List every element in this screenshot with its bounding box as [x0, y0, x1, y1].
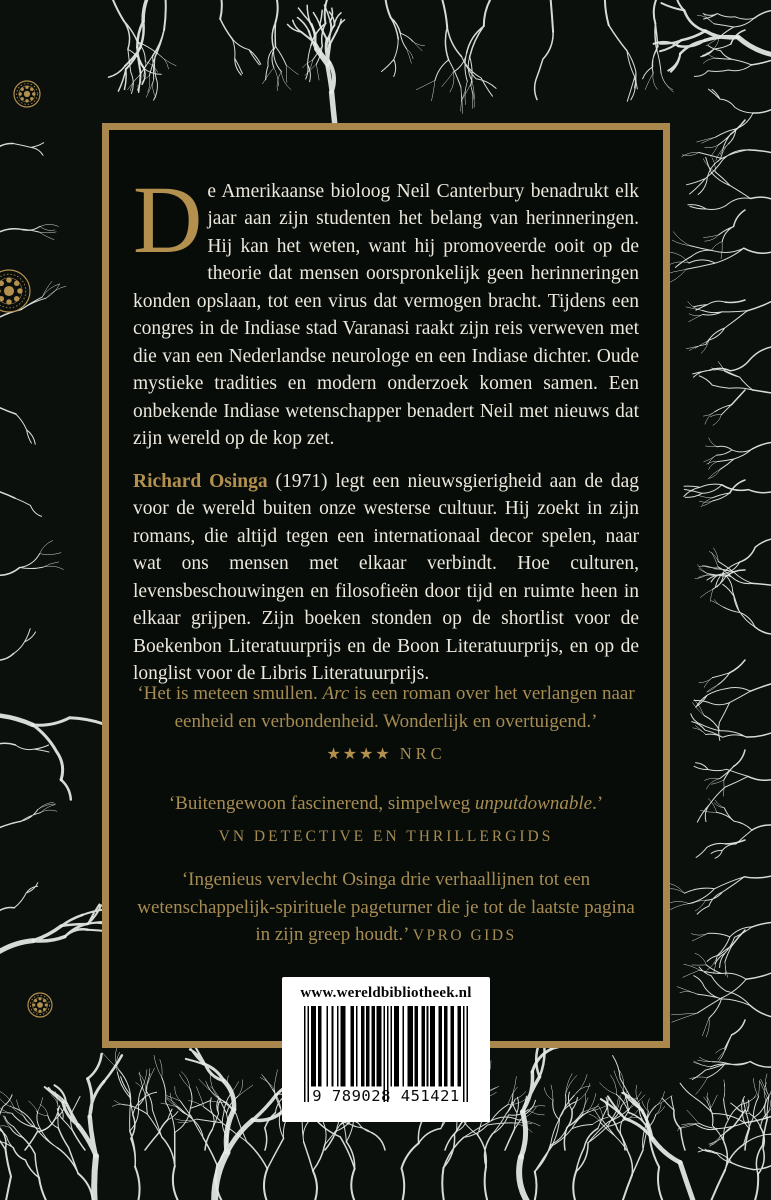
blurb-panel-inner [109, 130, 663, 1041]
quote-title-emphasis: Arc [322, 683, 350, 704]
review-source: VN DETECTIVE EN THRILLERGIDS [218, 827, 554, 845]
gold-mandala-ornament [0, 270, 30, 312]
quote-text: .’ [592, 793, 604, 814]
author-bio [133, 468, 639, 688]
author-name: Richard Osinga [133, 470, 268, 492]
gold-mandala-ornament [14, 81, 40, 107]
gold-mandala-ornament [28, 993, 52, 1017]
quote-text: is een roman over het verlangen naar eenheid en verbondenheid. Wonderlijk en overtuigend.’ [174, 683, 635, 732]
book-description-text: e Amerikaanse bioloog Neil Canterbury benadrukt elk jaar aan zijn studenten het belang van herinneringen. Hij kan het weten, want hij promoveerde ooit op de theorie dat mensen oorspronkelijk geen herinneringen konden opslaan, tot een virus dat vermogen bracht. Tijdens een congres in de Indiase stad Varanasi raakt zijn reis verweven met die van een Nederlandse neurologe en een Indiase dichter. Oude mystieke tradities en modern onderzoek komen samen. Een onbekende Indiase wetenschapper benadert Neil met nieuws dat zijn wereld op de kop zet. [133, 180, 639, 449]
publisher-website: www.wereldbibliotheek.nl [300, 985, 472, 1001]
review-quote-nrc [131, 680, 641, 769]
quote-text: ‘Het is meteen smullen. [137, 683, 323, 704]
quote-text: ‘Ingenieus vervlecht Osinga drie verhaallijnen tot een wetenschappelijk-spirituele pageturner die je tot de laatste pagina in zijn greep houdt.’ [137, 869, 635, 945]
book-description [133, 165, 639, 453]
blurb-panel [102, 123, 670, 1048]
quote-word-emphasis: unputdownable [474, 793, 593, 814]
review-quote-vn [131, 790, 641, 850]
quote-text: ‘Buitengewoon fascinerend, simpelweg [168, 793, 475, 814]
author-bio-text: (1971) legt een nieuwsgierigheid aan de dag voor de wereld buiten onze westerse cultuur. Hij zoekt in zijn romans, die altijd tegen een internationaal decor spelen, naar wat ons mensen met elkaar verbindt. Hoe culturen, levensbeschouwingen en filosofieën door tijd en ruimte heen in elkaar grijpen. Zijn boeken stonden op de shortlist voor de Boekenbon Literatuurprijs en de Boon Literatuurprijs, en op de longlist voor de Libris Literatuurprijs. [133, 470, 639, 684]
review-source: NRC [399, 744, 446, 763]
star-rating: ★★★★ [326, 746, 392, 763]
review-source: VPRO GIDS [412, 927, 517, 944]
quote-attribution [131, 740, 641, 769]
drop-cap: D [133, 165, 203, 273]
isbn-number: 9 789028 451421 [312, 1087, 460, 1105]
barcode-panel [282, 977, 490, 1122]
review-quote-vpro [131, 866, 641, 950]
